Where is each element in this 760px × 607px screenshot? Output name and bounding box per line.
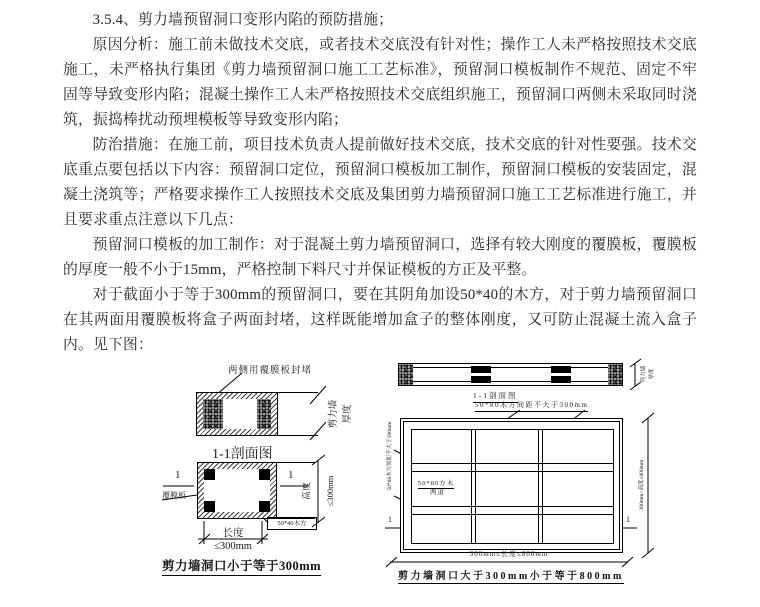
formwork-block-left xyxy=(203,399,223,429)
strip-wall-thickness-label-2: 厚度 xyxy=(649,368,655,380)
strip-section-view xyxy=(398,363,623,386)
length-dimension: 300mm≤长度≤800mm xyxy=(469,550,549,558)
horizontal-batten-2b xyxy=(411,514,614,515)
paragraph-prevention: 防治措施：在施工前，项目技术负责人提前做好技术交底，技术交底的针对性要强。技术交底重点要包括以下内容：预留洞口定位，预留洞口模板加工制作，预留洞口模板的安装固定，混凝土浇筑等；严格要求操作工人按照技术交底及集团剪力墙预留洞口施工工艺标准进行施工，并且要求重点注意以下几点： xyxy=(63,137,697,228)
section-mark-left: 1 xyxy=(388,515,392,524)
section-heading: 3.5.4、剪力墙预留洞口变形内陷的预防措施； xyxy=(92,12,394,28)
opening-box xyxy=(197,462,277,519)
film-board-label: 覆膜板 xyxy=(162,491,186,500)
height-limit: ≤300mm xyxy=(325,475,335,507)
wood-rows-label-line2: 两道 xyxy=(430,489,445,496)
vertical-batten-1a xyxy=(471,429,472,544)
corner-wood-top-right xyxy=(259,469,270,480)
wall-thickness-label-2: 厚度 xyxy=(343,404,353,424)
section-mark-right: 1 xyxy=(288,469,294,481)
figure-small-caption: 剪力墙洞口小于等于300mm xyxy=(162,556,321,576)
text-block xyxy=(63,8,697,358)
vertical-batten-2b xyxy=(542,429,543,544)
strip-wall-thickness-label-1: 剪力墙 xyxy=(641,365,647,383)
seal-label: 两侧用覆膜板封堵 xyxy=(228,366,313,376)
wood-50x40-label: 50*40木方 xyxy=(267,517,317,530)
strip-inner-top-line xyxy=(399,367,622,368)
vertical-batten-1b xyxy=(475,429,476,544)
strip-batten-2a xyxy=(551,366,571,373)
section-view-wall xyxy=(196,392,278,436)
wall-extension xyxy=(278,392,318,436)
strip-batten-1b xyxy=(471,376,491,383)
spacing-label-top: 50*80木方间距不大于300mm xyxy=(475,400,588,412)
horizontal-batten-1b xyxy=(411,471,614,472)
wall-thickness-label-1: 剪力墙 xyxy=(329,399,339,429)
horizontal-batten-2a xyxy=(411,506,614,507)
paragraph-small-opening: 对于截面小于等于300mm的预留洞口，要在其阴角加设50*40的木方，对于剪力墙预留洞口在其两面用覆膜板将盒子两面封堵，这样既能增加盒子的整体刚度，又可防止混凝土流入盒子内。见下图： xyxy=(63,287,697,353)
figure-small-opening xyxy=(160,358,382,600)
formwork-block-right xyxy=(257,399,271,429)
corner-wood-bottom-left xyxy=(204,501,215,512)
strip-wall-left xyxy=(399,364,413,385)
wood-rows-label-line1: 50*80方木 xyxy=(418,480,455,487)
spacing-label-left: 50*80木方间距不大于300mm xyxy=(387,421,393,491)
section-mark-left: 1 xyxy=(175,469,181,481)
figure-large-caption: 剪力墙洞口大于300mm小于等于800mm xyxy=(398,567,624,584)
horizontal-batten-1a xyxy=(411,463,614,464)
vertical-batten-2a xyxy=(538,429,539,544)
strip-inner-bottom-line xyxy=(399,381,622,382)
corner-wood-bottom-right xyxy=(259,501,270,512)
strip-wall-right xyxy=(608,364,622,385)
opening-void xyxy=(223,399,257,429)
corner-wood-top-left xyxy=(204,469,215,480)
figure-large-opening xyxy=(385,358,757,600)
length-limit: ≤300mm xyxy=(214,541,252,552)
strip-section-caption: 1-1剖面图 xyxy=(473,390,518,403)
length-label: 长度 xyxy=(222,528,244,539)
height-dimension: 300mm<高度≤800mm xyxy=(639,459,645,511)
paragraph-formwork-making: 预留洞口模板的加工制作：对于混凝土剪力墙预留洞口，选择有较大刚度的覆膜板，覆膜板的厚度一般不小于15mm，严格控制下料尺寸并保证模板的方正及平整。 xyxy=(63,237,697,278)
section-mark-right: 1 xyxy=(626,515,630,524)
section-caption: 1-1剖面图 xyxy=(212,443,273,465)
paragraph-cause-analysis: 原因分析：施工前未做技术交底，或者技术交底没有针对性；操作工人未严格按照技术交底施工，未严格执行集团《剪力墙预留洞口施工工艺标准》，预留洞口模板制作不规范、固定不牢固等导致变形内陷；混凝土操作工人未严格按照技术交底组织施工，预留洞口两侧未采取同时浇筑，振捣棒扰动预埋模板等导致变形内陷； xyxy=(63,37,697,128)
strip-batten-1a xyxy=(471,366,491,373)
height-label: 高度 xyxy=(301,481,312,501)
strip-batten-2b xyxy=(551,376,571,383)
